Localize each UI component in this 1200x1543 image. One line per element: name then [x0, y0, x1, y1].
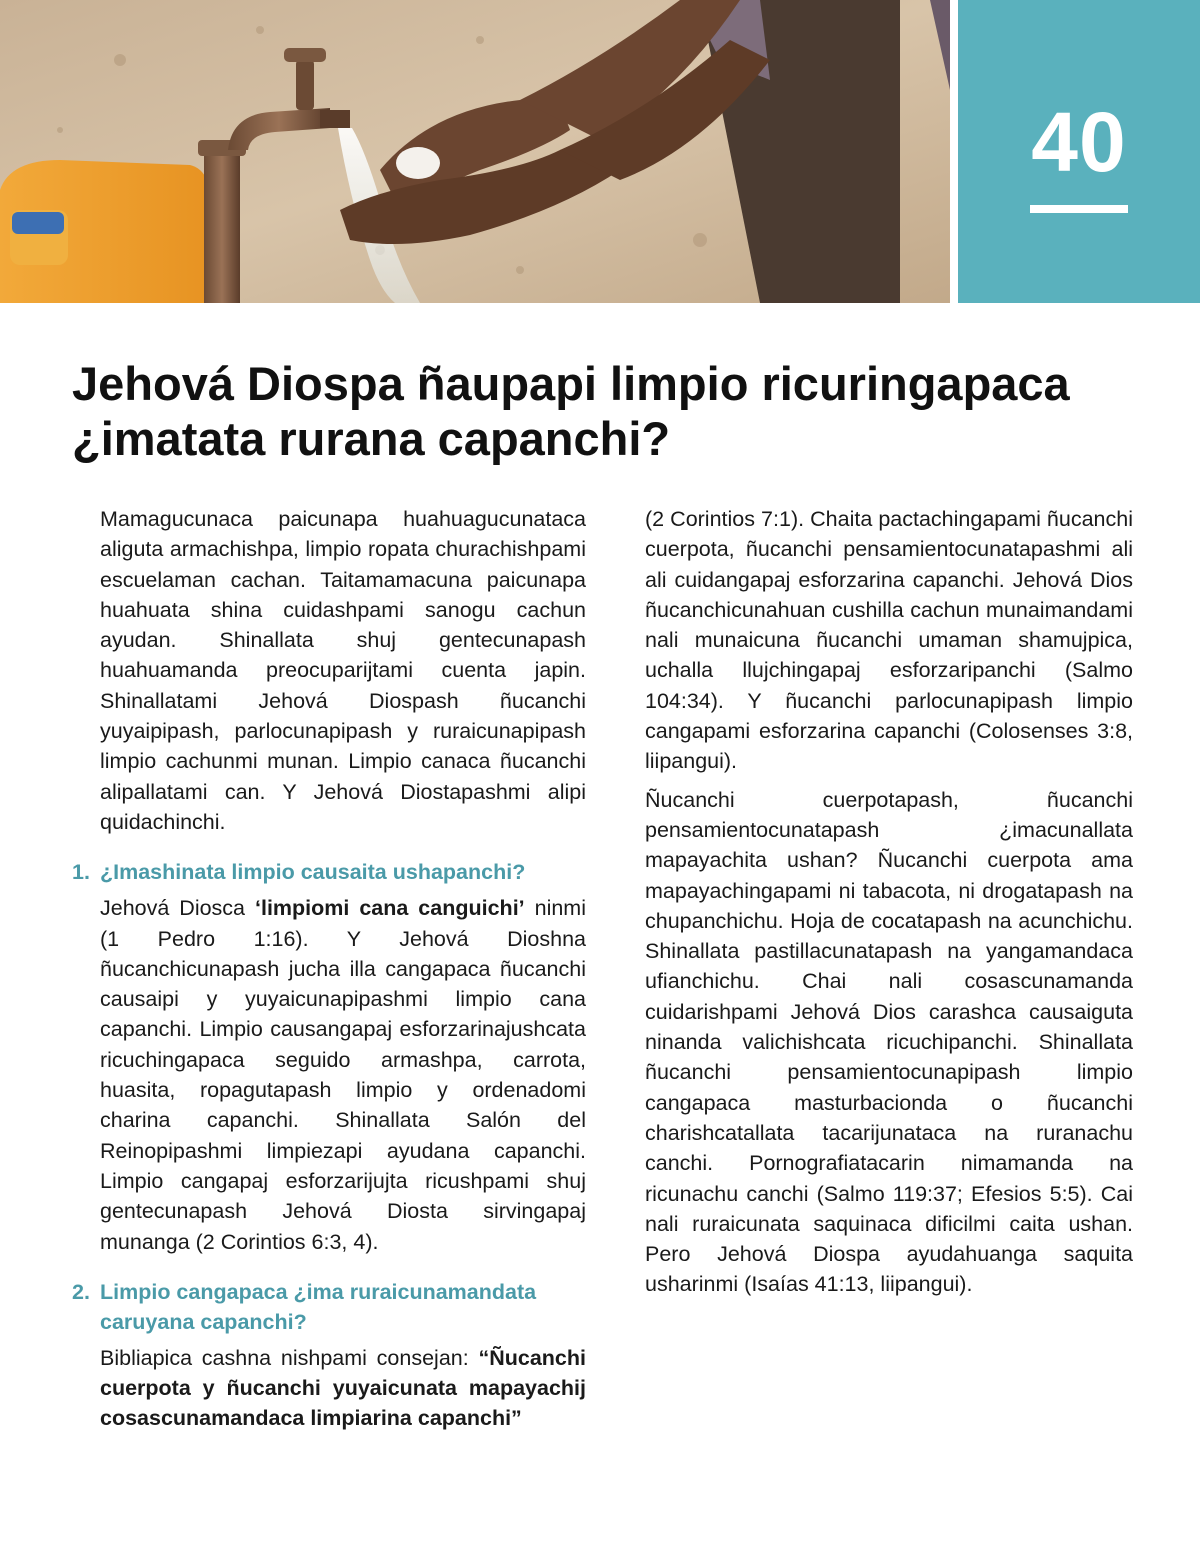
answer-1-paragraph: [72, 893, 586, 1257]
left-column: [72, 504, 586, 1434]
hand-washing-illustration: [0, 0, 950, 303]
right-column: [645, 504, 1133, 1300]
question-1: [72, 857, 586, 887]
question-1-number: 1.: [72, 860, 90, 885]
answer-1-emphasis: ‘limpiomi cana canguichi’: [255, 896, 525, 921]
answer-1-text-end: ninmi (1 Pedro 1:16). Y Jehová Dioshna ñucanchicunapash jucha illa cangapaca ñucanchi causaipi y yuyaicunapipashmi limpio cana capanchi. Limpio causangapaj esforzarinajushcata ricuchingapaca seguido armashpa, carrota, huasita, ropagutapash limpio y ordenadomi charina capanchi. Shinallata Salón del Reinopipashmi limpiezapi ayudana capanchi. Limpio cangapaj esforzarijujta ricushpami shuj gentecunapash Jehová Diosta sirvingapaj munanga (2 Corintios 6:3, 4).: [100, 896, 586, 1254]
answer-2-paragraph: [72, 1343, 586, 1434]
right-paragraph-1: (2 Corintios 7:1). Chaita pactachingapami ñucanchi cuerpota, ñucanchi pensamientocunatapashmi ali ali cuidangapaj esforzarina capanchi. Jehová Dios ñucanchicunahuan cushilla cachun munaimandami nali munaicuna ñucanchi umaman shamujpica, uchalla llujchingapaj esforzaripanchi (Salmo 104:34). Y ñucanchi parlocunapipash limpio cangapami esforzarina capanchi (Colosenses 3:8, liipangui).: [645, 507, 1133, 774]
right-paragraph-2: Ñucanchi cuerpotapash, ñucanchi pensamientocunatapash ¿imacunallata mapayachita ushan? Ñucanchi cuerpota ama mapayachingapami ni tabacota, ni drogatapash na chupanchichu. Hoja de cocatapash na acunchichu. Shinallata pastillacunatapash na yangamandaca ufianchichu. Chai nali cosascunamanda cuidarishpami Jehová Dios carashca causaiguta ninanda valichishcata ricuchipanchi. Shinallata ñucanchi pensamientocunapipash limpio cangapaca masturbacionda o ñucanchi charishcatallata tacarijunataca na ruranachu canchi. Pornografiatacarin nimamanda na ricunachu canchi (Salmo 119:37; Efesios 5:5). Cai nali ruraicunata saquinaca dificilmi caita ushan. Pero Jehová Diospa ayudahuanga saquita usharinmi (Isaías 41:13, liipangui).: [645, 787, 1133, 1297]
question-1-text: ¿Imashinata limpio causaita ushapanchi?: [100, 860, 526, 885]
answer-1-text-start: Jehová Diosca: [100, 896, 255, 921]
intro-paragraph: Mamagucunaca paicunapa huahuagucunataca aliguta armachishpa, limpio ropata churachishpami escuelaman cachan. Taitamamacuna paicunapa huahuata shina cuidashpami sanogu cachun ayudan. Shinallata shuj gentecunapash huahuamanda preocuparijtami cuenta japin. Shinallatami Jehová Diospash ñucanchi yuyaipipash, parlocunapipash y ruraicunapipash limpio cachunmi munan. Limpio canaca ñucanchi alipallatami can. Y Jehová Diostapashmi alipi quidachinchi.: [100, 507, 586, 834]
lesson-number-underline: [1030, 205, 1128, 213]
lesson-number: 40: [1031, 95, 1127, 189]
question-2: [72, 1277, 586, 1337]
lesson-number-box: [958, 0, 1200, 303]
question-2-number: 2.: [72, 1279, 90, 1304]
hero-photo: [0, 0, 950, 303]
question-2-text: Limpio cangapaca ¿ima ruraicunamandata caruyana capanchi?: [100, 1279, 537, 1334]
answer-2-emphasis: “Ñucanchi cuerpota y ñucanchi yuyaicunata mapayachij cosascunamandaca limpiarina capanchi”: [100, 1345, 586, 1431]
page-title: Jehová Diospa ñaupapi limpio ricuringapaca ¿imatata rurana capanchi?: [72, 357, 1070, 465]
answer-2-text-start: Bibliapica cashna nishpami consejan:: [100, 1345, 479, 1370]
